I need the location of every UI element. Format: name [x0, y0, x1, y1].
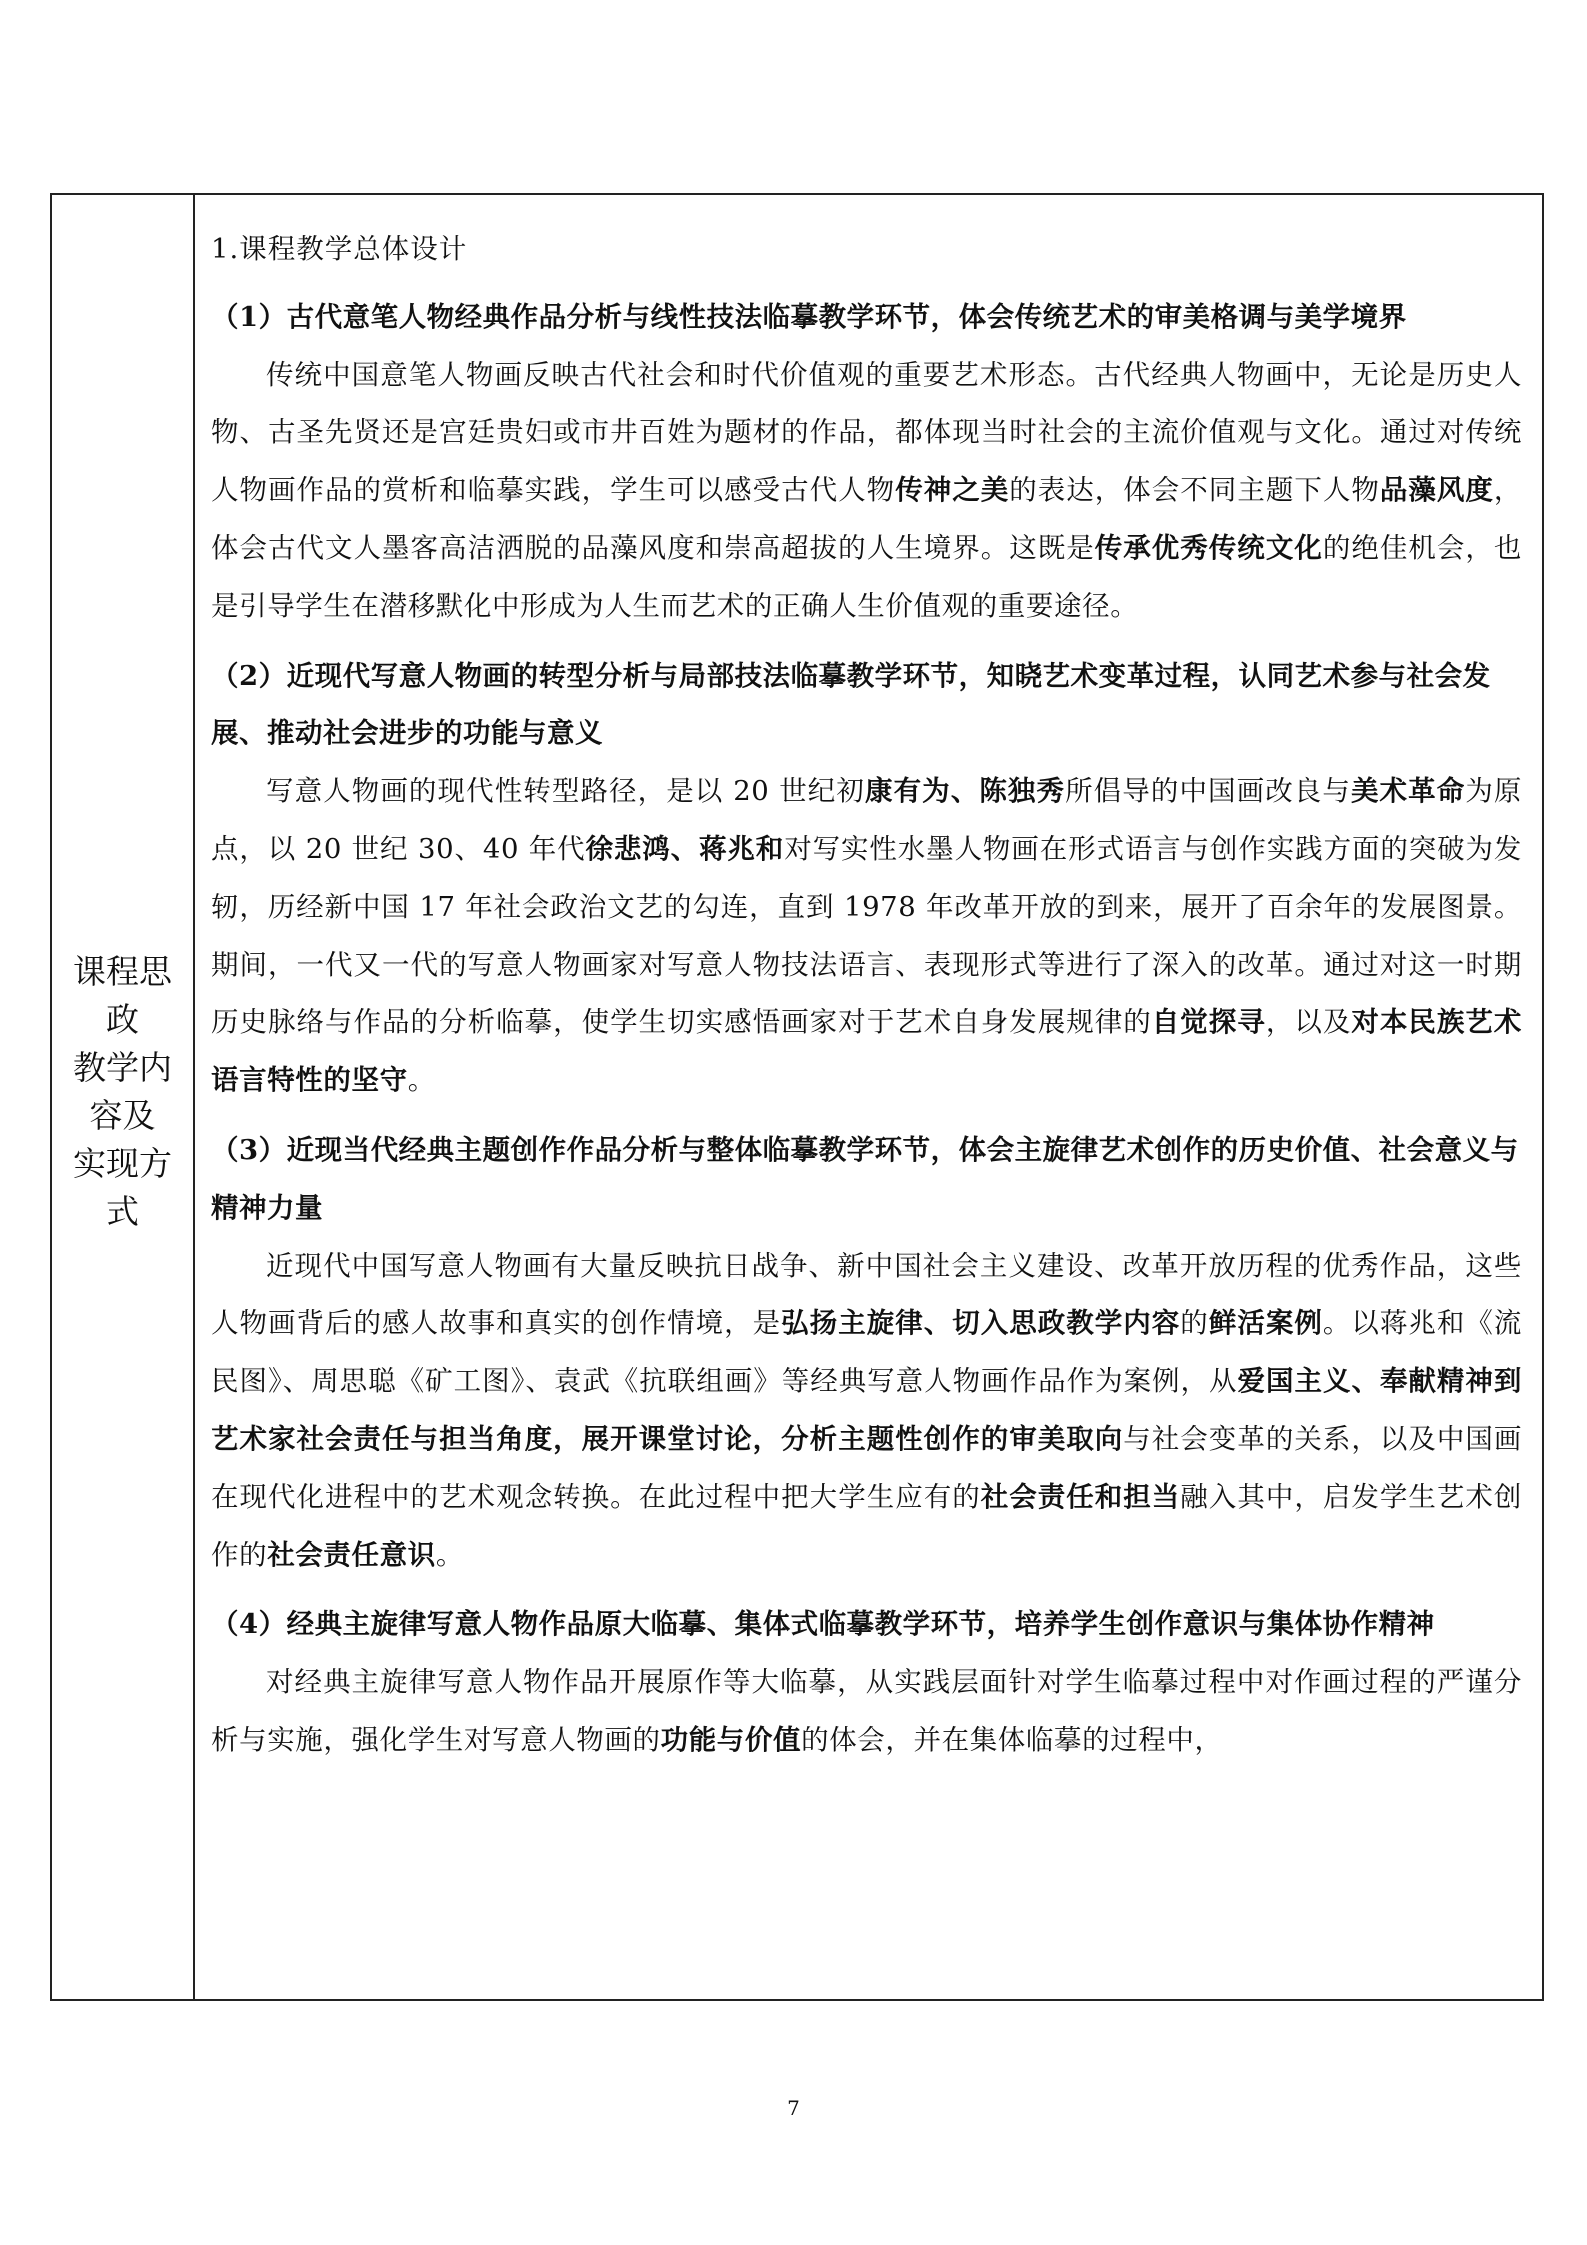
section-title: （3）近现当代经典主题创作作品分析与整体临摹教学环节，体会主旋律艺术创作的历史价值、社会意义与精神力量 — [211, 1133, 1519, 1224]
section-paragraph: 写意人物画的现代性转型路径，是以 20 世纪初康有为、陈独秀所倡导的中国画改良与美术革命为原点，以 20 世纪 30、40 年代徐悲鸿、蒋兆和对写实性水墨人物画在形式语言与创作实践方面的突破为发轫，历经新中国 17 年社会政治文艺的勾连，直到 1978 年改革开放的到来，展开了百余年的发展图景。期间，一代又一代的写意人物画家对写意人物技法语言、表现形式等进行了深入的改革。通过对这一时期历史脉络与作品的分析临摹，使学生切实感悟画家对于艺术自身发展规律的自觉探寻，以及对本民族艺术语言特性的坚守。 — [211, 775, 1523, 1097]
section-title: （4）经典主旋律写意人物作品原大临摹、集体式临摹教学环节，培养学生创作意识与集体协作精神 — [211, 1608, 1435, 1641]
section-2 — [211, 648, 1522, 1110]
section-paragraph: 对经典主旋律写意人物作品开展原作等大临摹，从实践层面针对学生临摹过程中对作画过程的严谨分析与实施，强化学生对写意人物画的功能与价值的体会，并在集体临摹的过程中， — [211, 1666, 1522, 1756]
left-label — [68, 948, 178, 1236]
section-paragraph: 传统中国意笔人物画反映古代社会和时代价值观的重要艺术形态。古代经典人物画中，无论是历史人物、古圣先贤还是宫廷贵妇或市井百姓为题材的作品，都体现当时社会的主流价值观与文化。通过对传统人物画作品的赏析和临摹实践，学生可以感受古代人物传神之美的表达，体会不同主题下人物品藻风度，体会古代文人墨客高洁洒脱的品藻风度和崇高超拔的人生境界。这既是传承优秀传统文化的绝佳机会，也是引导学生在潜移默化中形成为人生而艺术的正确人生价值观的重要途径。 — [211, 358, 1523, 622]
section-title: （1）古代意笔人物经典作品分析与线性技法临摹教学环节，体会传统艺术的审美格调与美学境界 — [211, 300, 1407, 333]
section-3 — [211, 1122, 1522, 1584]
main-title: 1.课程教学总体设计 — [211, 233, 468, 265]
section-paragraph: 近现代中国写意人物画有大量反映抗日战争、新中国社会主义建设、改革开放历程的优秀作品，这些人物画背后的感人故事和真实的创作情境，是弘扬主旋律、切入思政教学内容的鲜活案例。以蒋兆和《流民图》、周思聪《矿工图》、袁武《抗联组画》等经典写意人物画作品作为案例，从爱国主义、奉献精神到艺术家社会责任与担当角度，展开课堂讨论，分析主题性创作的审美取向与社会变革的关系，以及中国画在现代化进程中的艺术观念转换。在此过程中把大学生应有的社会责任和担当融入其中，启发学生艺术创作的社会责任意识。 — [211, 1249, 1523, 1571]
left-label-line: 容及 — [89, 1096, 156, 1135]
left-label-line: 政 — [106, 1000, 139, 1039]
left-label-line: 实现方 — [73, 1144, 172, 1183]
section-4 — [211, 1596, 1522, 1769]
left-label-line: 课程思 — [73, 952, 172, 991]
left-label-line: 教学内 — [73, 1048, 172, 1087]
content-cell — [195, 195, 1542, 1999]
left-label-line: 式 — [106, 1192, 139, 1231]
section-title: （2）近现代写意人物画的转型分析与局部技法临摹教学环节，知晓艺术变革过程，认同艺术参与社会发展、推动社会进步的功能与意义 — [211, 659, 1491, 750]
content-table — [50, 193, 1544, 2001]
left-label-cell — [52, 195, 195, 1999]
section-1 — [211, 289, 1522, 636]
page-number: 7 — [787, 2096, 800, 2120]
